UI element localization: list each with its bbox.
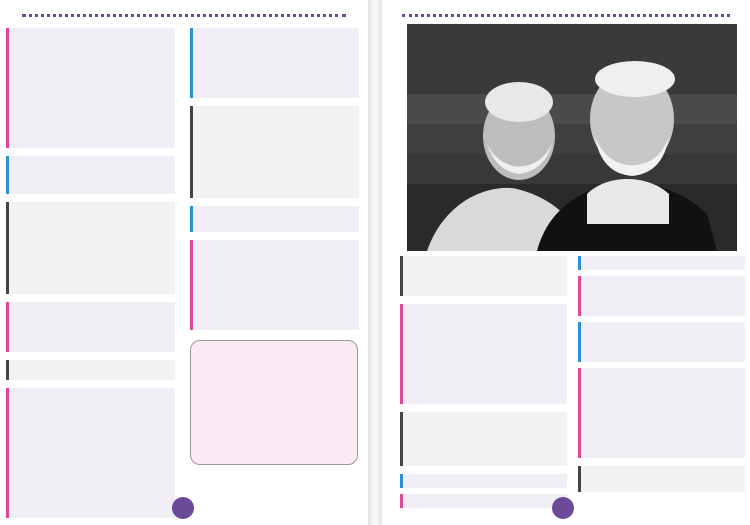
page-34 — [0, 0, 368, 525]
text-block — [400, 494, 567, 508]
text-block — [190, 240, 359, 330]
page-35 — [382, 0, 750, 525]
right-column — [578, 256, 748, 516]
text-block — [578, 466, 745, 492]
photo-two-men-laughing — [407, 24, 737, 251]
text-block — [190, 28, 359, 98]
text-block — [190, 206, 359, 232]
pull-quote-box — [190, 340, 358, 465]
text-block — [578, 276, 745, 316]
text-block — [400, 256, 567, 296]
right-column — [190, 28, 362, 328]
left-column — [400, 256, 570, 516]
text-block — [6, 28, 175, 148]
text-block — [400, 474, 567, 488]
text-block — [6, 202, 175, 294]
top-dotted-rule — [22, 14, 346, 17]
left-column — [6, 28, 178, 518]
page-number-badge — [172, 497, 194, 519]
text-block — [190, 106, 359, 198]
text-block — [6, 360, 175, 380]
text-block — [6, 156, 175, 194]
text-block — [400, 304, 567, 404]
photo-illustration — [407, 24, 737, 251]
text-block — [578, 368, 745, 458]
page-number-badge — [552, 497, 574, 519]
text-block — [578, 322, 745, 362]
text-block — [400, 412, 567, 466]
book-gutter — [368, 0, 382, 525]
text-block — [6, 302, 175, 352]
text-block — [6, 388, 175, 518]
text-block — [578, 256, 745, 270]
top-dotted-rule — [402, 14, 730, 17]
